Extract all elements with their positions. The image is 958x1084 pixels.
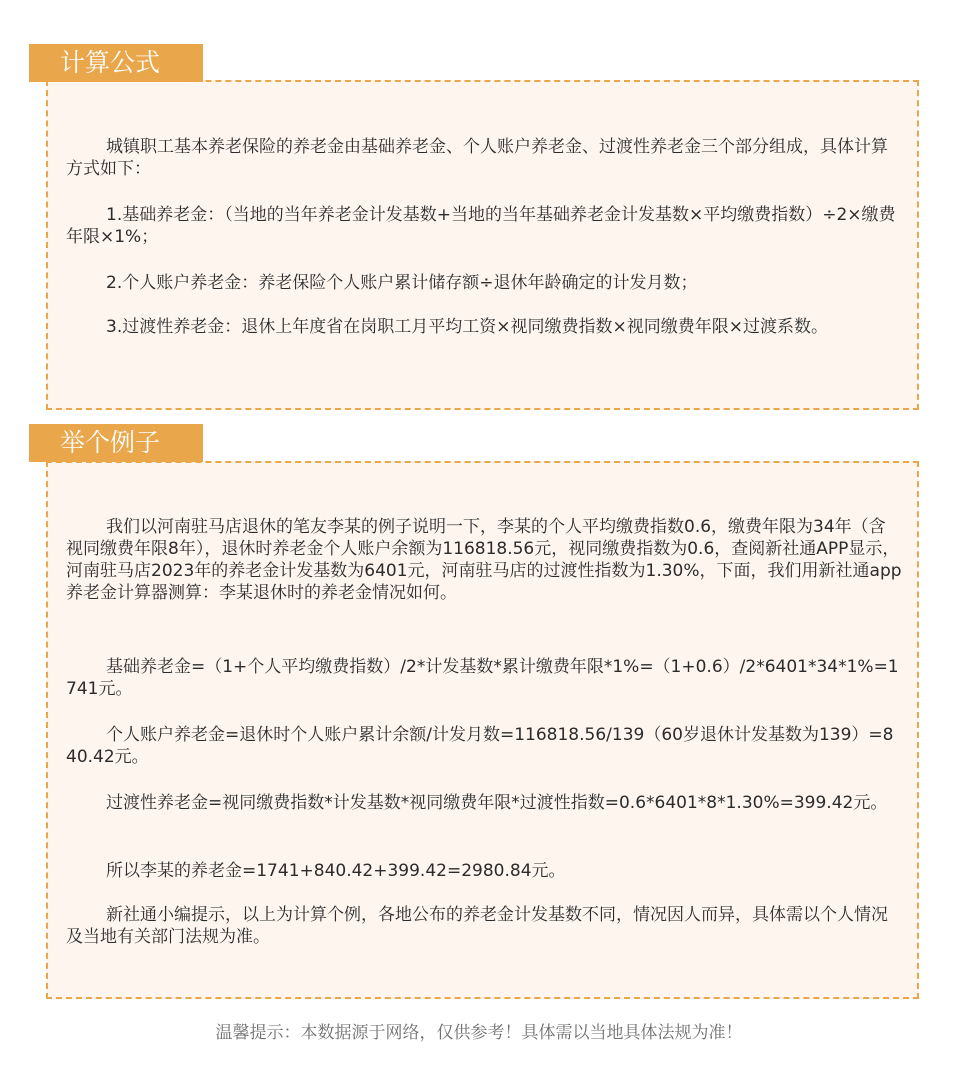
example-total-paragraph: 所以李某的养老金=1741+840.42+399.42=2980.84元。 (106, 861, 566, 881)
example-intro-paragraph: 我们以河南驻马店退休的笔友李某的例子说明一下，李某的个人平均缴费指数0.6，缴费年限为34年（含视同缴费年限8年），退休时养老金个人账户余额为116818.56元，视同缴费指数为0.6，查阅新社通APP显示，河南驻马店2023年的养老金计发基数为6401元，河南驻马店的过渡性指数为1.30%，下面，我们用新社通app养老金计算器测算：李某退休时的养老金情况如何。 (66, 517, 902, 603)
example-tip-paragraph: 新社通小编提示，以上为计算个例，各地公布的养老金计发基数不同，情况因人而异，具体需以个人情况及当地有关部门法规为准。 (66, 905, 888, 947)
example-personal-account-paragraph: 个人账户养老金=退休时个人账户累计余额/计发月数=116818.56/139（60岁退休计发基数为139）=840.42元。 (66, 725, 894, 767)
section-label-formula: 计算公式 (29, 44, 203, 82)
formula-intro-paragraph: 城镇职工基本养老保险的养老金由基础养老金、个人账户养老金、过渡性养老金三个部分组成，具体计算方式如下： (66, 137, 888, 179)
section-label-example: 举个例子 (29, 424, 203, 462)
example-transitional-paragraph: 过渡性养老金=视同缴费指数*计发基数*视同缴费年限*过渡性指数=0.6*6401*8*1.30%=399.42元。 (106, 793, 888, 813)
formula-basic-pension-paragraph: 1.基础养老金：（当地的当年养老金计发基数+当地的当年基础养老金计发基数×平均缴费指数）÷2×缴费年限×1%； (66, 205, 896, 247)
formula-transitional-paragraph: 3.过渡性养老金：退休上年度省在岗职工月平均工资×视同缴费指数×视同缴费年限×过渡系数。 (106, 317, 828, 337)
example-basic-pension-paragraph: 基础养老金=（1+个人平均缴费指数）/2*计发基数*累计缴费年限*1%=（1+0.6）/2*6401*34*1%=1741元。 (66, 657, 899, 699)
footer-disclaimer: 温馨提示：本数据源于网络，仅供参考！具体需以当地具体法规为准！ (215, 1023, 743, 1043)
formula-personal-account-paragraph: 2.个人账户养老金：养老保险个人账户累计储存额÷退休年龄确定的计发月数； (106, 273, 698, 293)
